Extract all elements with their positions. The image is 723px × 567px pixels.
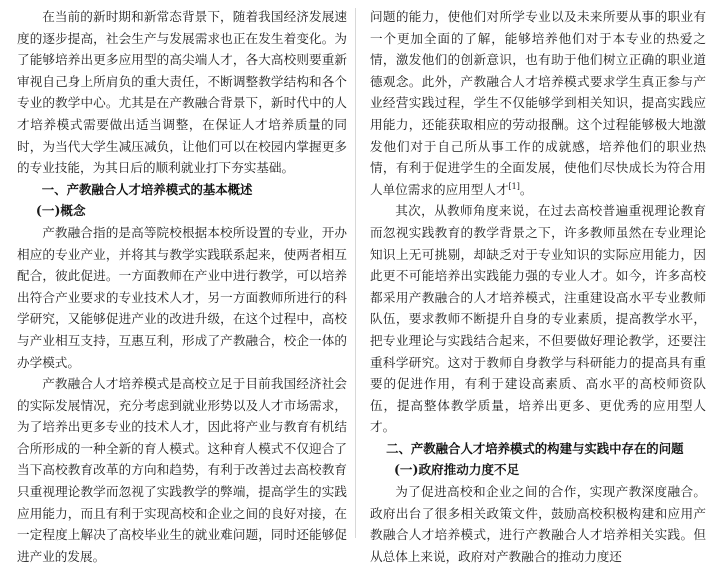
section-1-heading: 一、产教融合人才培养模式的基本概述 [41,181,253,197]
continued-paragraph-end: 。 [519,181,533,197]
continued-paragraph-text: 问题的能力，使他们对所学专业以及未来所要从事的职业有一个更加全面的了解，能够培养他们对于本专业的热爱之情，激发他们的创新意识，也有助于他们树立正确的职业道德观念。此外，产教融合人才培养模式要求学生真正参与产业经营实践过程，学生不仅能够学到相关知识，提高实践应用能力，还能获取相应的劳动报酬。这个过程能够极大地激发他们对于自己所从事工作的成就感，培养他们的职业热情，有利于促进学生的全面发展，使他们尽快成长为符合用人单位需求的应用型人才 [370,9,706,197]
column-divider [355,8,356,538]
left-column [17,6,347,567]
continued-paragraph [370,6,706,200]
citation-marker: [1] [508,181,520,191]
right-column [370,6,706,567]
subsection-concept-heading: (一)概念 [35,203,86,219]
intro-paragraph: 在当前的新时期和新常态背景下，随着我国经济发展速度的逐步提高，社会生产与发展需求也正在发生着变化。为了能够培养出更多应用型的高尖端人才，各大高校则要重新审视自己身上所肩负的重大责任，不断调整教学结构和各个专业的教学中心。尤其是在产教融合背景下，新时代中的人才培养模式需要做出适当调整，在保证人才培养质量的同时，为当代大学生减压减负，让他们可以在校园内掌握更多的专业技能，为其日后的顺利就业打下夯实基础。 [17,9,347,176]
teacher-paragraph: 其次，从教师角度来说，在过去高校普遍重视理论教育而忽视实践教育的教学背景之下，许多教师虽然在专业理论知识上无可挑剔，却缺乏对于专业知识的实际应用能力，因此更不可能培养出实践能力强的专业人才。如今，许多高校都采用产教融合的人才培养模式，注重建设高水平专业教师队伍，要求教师不断提升自身的专业素质，提高教学水平，把专业理论与实践结合起来，不但要做好理论教学，还要注重科学研究。这对于教师自身教学与科研能力的提高具有重要的促进作用，有利于建设高素质、高水平的高校师资队伍，提高整体教学质量，培养出更多、更优秀的应用型人才。 [370,203,706,435]
section-2-heading: 二、产教融合人才培养模式的构建与实践中存在的问题 [386,440,684,456]
subsection-government-heading: (一)政府推动力度不足 [393,462,520,478]
concept-paragraph-1: 产教融合指的是高等院校根据本校所设置的专业，开办相应的专业产业，并将其与教学实践联系起来，使两者相互配合，彼此促进。一方面教师在产业中进行教学，可以培养出符合产业要求的专业技术人才，另一方面教师所进行的科学研究，又能够促进产业的改进升级，在这个过程中，高校与产业相互支持，互惠互利，形成了产教融合，校企一体的办学模式。 [17,224,347,370]
concept-paragraph-2: 产教融合人才培养模式是高校立足于目前我国经济社会的实际发展情况，充分考虑到就业形势以及人才市场需求，为了培养出更多专业的技术人才，因此将产业与教育有机结合所形成的一种全新的育人模式。这种育人模式不仅迎合了当下高校教育改革的方向和趋势，有利于改善过去高校教育只重视理论教学而忽视了实践教学的弊端，提高学生的实践应用能力，而且有利于实现高校和企业之间的良好对接，在一定程度上解决了高校毕业生的就业难问题，同时还能够促进产业的发展。 [17,376,347,564]
government-paragraph: 为了促进高校和企业之间的合作，实现产教深度融合。政府出台了很多相关政策文件，鼓励高校积极构建和应用产教融合人才培养模式，进行产教融合人才培养相关实践。但从总体上来说，政府对产教融合的推动力度还 [370,484,706,564]
